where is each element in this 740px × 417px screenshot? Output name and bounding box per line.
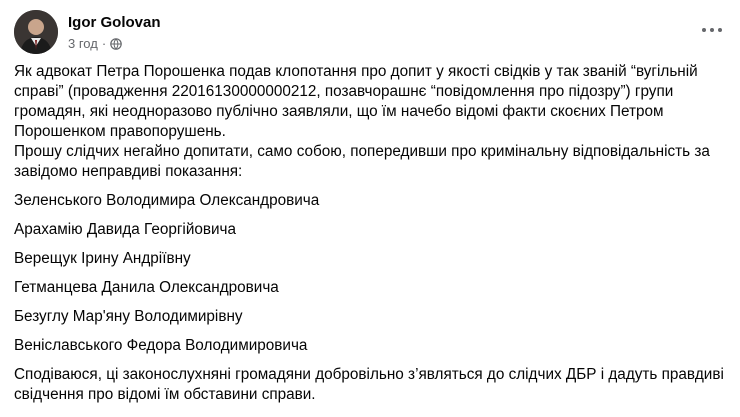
- list-item: Веніславського Федора Володимировича: [14, 337, 308, 354]
- list-item: Арахамію Давида Георгійовича: [14, 221, 237, 238]
- globe-icon[interactable]: [110, 38, 122, 50]
- post-header: [14, 10, 726, 54]
- post-content: [14, 62, 726, 405]
- post-meta: [68, 36, 122, 51]
- list-item: Зеленського Володимира Олександровича: [14, 192, 320, 209]
- post-time[interactable]: 3 год: [68, 36, 98, 51]
- post-closing: Сподіваюся, ці законослухняні громадяни добровільно з’являться до слідчих ДБР і дадуть правдиві свідчення про відомі їм обставини справи.: [14, 366, 724, 403]
- meta-separator: ·: [101, 36, 107, 51]
- post-paragraph: Прошу слідчих негайно допитати, само собою, попередивши про кримінальну відповідальність за завідомо неправдиві показання:: [14, 143, 710, 180]
- names-list: [14, 191, 726, 356]
- list-item: Верещук Ірину Андріївну: [14, 250, 191, 267]
- post-paragraph: Як адвокат Петра Порошенка подав клопотання про допит у якості свідків у так званій “вугільній справі” (провадження 22016130000000212, позавчорашнє “повідомлення про підозру”) групи громадян, які неодноразово публічно заявляли, що їм начебо відомі факти скоєних Петром Порошенком правопорушень.: [14, 63, 698, 140]
- author-name[interactable]: Igor Golovan: [68, 14, 161, 31]
- list-item: Гетманцева Данила Олександровича: [14, 279, 279, 296]
- avatar[interactable]: [14, 10, 58, 54]
- list-item: Безуглу Мар'яну Володимирівну: [14, 308, 243, 325]
- more-options-icon[interactable]: [698, 18, 726, 42]
